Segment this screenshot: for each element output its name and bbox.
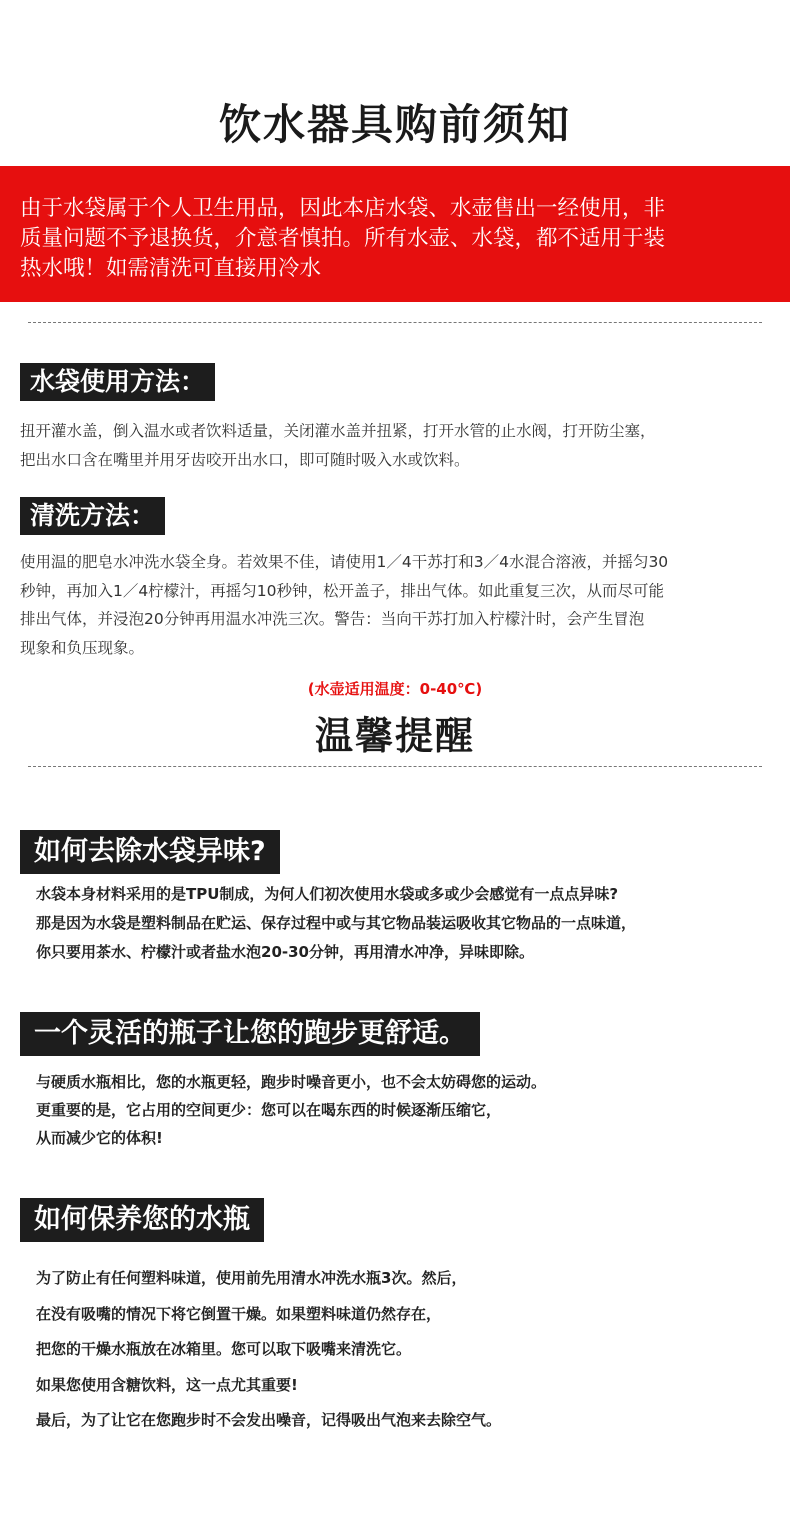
usage-heading: 水袋使用方法： xyxy=(20,363,215,401)
cleaning-line: 使用温的肥皂水冲洗水袋全身。若效果不佳，请使用1／4干苏打和3／4水混合溶液，并摇匀30 xyxy=(20,553,669,571)
maintain-line: 把您的干燥水瓶放在冰箱里。您可以取下吸嘴来清洗它。 xyxy=(36,1340,412,1358)
odor-line: 那是因为水袋是塑料制品在贮运、保存过程中或与其它物品装运吸收其它物品的一点味道， xyxy=(36,914,637,932)
reminder-title: 温馨提醒 xyxy=(314,714,475,758)
red-notice-banner xyxy=(0,166,790,302)
cleaning-line: 排出气体，并浸泡20分钟再用温水冲洗三次。警告：当向干苏打加入柠檬汁时，会产生冒泡 xyxy=(20,610,645,628)
dashed-divider xyxy=(28,322,762,323)
maintain-line: 最后，为了让它在您跑步时不会发出噪音，记得吸出气泡来去除空气。 xyxy=(36,1411,502,1429)
maintain-heading: 如何保养您的水瓶 xyxy=(20,1198,264,1242)
usage-line: 把出水口含在嘴里并用牙齿咬开出水口，即可随时吸入水或饮料。 xyxy=(20,451,470,469)
odor-heading: 如何去除水袋异味? xyxy=(20,830,280,874)
flexible-line: 更重要的是，它占用的空间更少：您可以在喝东西的时候逐渐压缩它， xyxy=(36,1101,502,1119)
usage-text xyxy=(20,417,780,475)
dashed-divider xyxy=(28,766,762,767)
maintain-text xyxy=(36,1261,776,1439)
notice-line: 热水哦！如需清洗可直接用冷水 xyxy=(20,256,322,281)
notice-line: 质量问题不予退换货，介意者慎拍。所有水壶、水袋，都不适用于装 xyxy=(20,226,666,251)
usage-line: 扭开灌水盖，倒入温水或者饮料适量，关闭灌水盖并扭紧，打开水管的止水阀，打开防尘塞， xyxy=(20,422,656,440)
page-title: 饮水器具购前须知 xyxy=(218,100,571,149)
odor-text xyxy=(36,880,776,967)
maintain-line: 为了防止有任何塑料味道，使用前先用清水冲洗水瓶3次。然后， xyxy=(36,1269,467,1287)
flexible-text xyxy=(36,1068,776,1152)
cleaning-heading: 清洗方法： xyxy=(20,497,165,535)
flexible-line: 从而减少它的体积! xyxy=(36,1129,163,1147)
cleaning-line: 秒钟，再加入1／4柠檬汁，再摇匀10秒钟，松开盖子，排出气体。如此重复三次，从而尽可能 xyxy=(20,581,664,600)
cleaning-line: 现象和负压现象。 xyxy=(20,638,145,657)
flexible-heading: 一个灵活的瓶子让您的跑步更舒适。 xyxy=(20,1012,480,1056)
temperature-note: (水壶适用温度：0-40℃) xyxy=(307,680,483,698)
cleaning-text xyxy=(20,548,780,662)
odor-line: 水袋本身材料采用的是TPU制成，为何人们初次使用水袋或多或少会感觉有一点点异味? xyxy=(36,885,619,903)
odor-line: 你只要用茶水、柠檬汁或者盐水泡20-30分钟，再用清水冲净，异味即除。 xyxy=(36,943,534,961)
flexible-line: 与硬质水瓶相比，您的水瓶更轻，跑步时噪音更小，也不会太妨碍您的运动。 xyxy=(36,1073,547,1091)
maintain-line: 如果您使用含糖饮料，这一点尤其重要! xyxy=(36,1375,298,1394)
notice-line: 由于水袋属于个人卫生用品，因此本店水袋、水壶售出一经使用，非 xyxy=(20,196,666,221)
maintain-line: 在没有吸嘴的情况下将它倒置干燥。如果塑料味道仍然存在， xyxy=(36,1304,442,1323)
